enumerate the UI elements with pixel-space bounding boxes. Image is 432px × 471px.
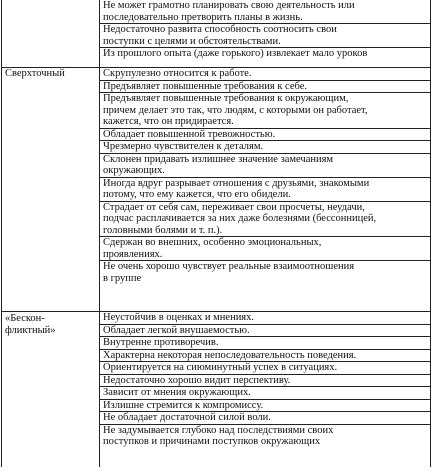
trait-line: Склонен придавать излишнее значение замечаниям [103,153,334,165]
trait-item [103,48,428,60]
trait-item [103,0,428,23]
table-row [2,0,431,68]
trait-line: Чрезмерно чувствителен к деталям. [103,141,264,152]
trait-line: Иногда вдруг разрывает отношения с друзьями, знакомыми [103,177,370,189]
trait-line: Обладает легкой внушаемостью. [103,324,250,336]
trait-line: Внутренне противоречив. [103,337,219,348]
table-row [2,68,431,312]
trait-line: Характерна некоторая непоследовательность поведения. [103,349,357,361]
trait-line: Обладает повышенной тревожностью. [103,128,276,140]
traits-cell [100,312,431,468]
trait-line: Не задумывается глубоко над последствиями своих [103,424,334,436]
trait-item [103,387,428,399]
trait-item [103,141,428,153]
trait-item [103,412,428,424]
trait-line: Недостаточно развита способность соотносить свои [103,24,337,35]
trait-line: Излишне стремится к компромиссу. [103,399,264,411]
type-name: Сверхточный [5,68,65,79]
table-row [2,312,431,468]
trait-line: Не может грамотно планировать свою деятельность или [103,0,355,11]
trait-line: Неустойчив в оценках и мнениях. [103,312,255,323]
trait-item [103,325,428,337]
trait-line: последовательно претворить планы в жизнь. [103,11,303,23]
trait-line: поступки с целями и обстоятельствами. [103,35,281,47]
trait-item [103,129,428,141]
personality-types-table [1,0,431,467]
trait-line: Из прошлого опыта (даже горького) извлекает мало уроков [103,48,368,59]
trait-line: Не очень хорошо чувствует реальные взаимоотношения [103,261,355,272]
trait-item [103,337,428,349]
trait-item [103,154,428,177]
trait-line: головными болями и т. п.). [103,224,223,236]
trait-line: Зависит от мнения окружающих. [103,387,251,398]
trait-item [103,312,428,324]
trait-line: причем делает это так, что людям, с которыми он работает, [103,104,368,116]
trait-line: в группе [103,272,142,284]
trait-item [103,178,428,201]
trait-item [103,350,428,362]
trait-item [103,375,428,387]
trait-line: Ориентируется на сиюминутный успех в ситуациях. [103,362,338,373]
trait-line: Скрупулезно относится к работе. [103,68,252,79]
trait-line: потому, что ему кажется, что его обидели. [103,189,291,200]
trait-line: окружающих. [103,165,165,176]
traits-cell [100,68,431,312]
trait-item [103,237,428,260]
trait-item [103,261,428,284]
trait-line: поступков и причинами поступков окружающих [103,436,321,447]
trait-item [103,93,428,128]
trait-line: подчас расплачивается за них даже болезнями (бессонницей, [103,213,377,224]
trait-line: Страдает от себя сам, переживает свои просчеты, неудачи, [103,201,365,213]
trait-item [103,81,428,93]
trait-line: проявлениях. [103,248,163,260]
trait-line: Предъявляет повышенные требования к окружающим, [103,93,349,104]
traits-cell [100,0,431,68]
type-name-line: «Бескон- [5,313,45,324]
trait-item [103,425,428,448]
type-name-cell [2,0,100,68]
type-name-cell [2,68,100,312]
type-name-cell [2,312,100,468]
trait-item [103,400,428,412]
trait-line: кажется, что он придирается. [103,116,234,127]
trait-item [103,202,428,237]
trait-line: Не обладает достаточной силой воли. [103,412,271,423]
trait-item [103,24,428,47]
trait-line: Предъявляет повышенные требования к себе. [103,80,307,92]
trait-item [103,362,428,374]
type-name-line: фликтный» [5,324,56,336]
trait-item [103,68,428,80]
trait-line: Сдержан во внешних, особенно эмоциональных, [103,237,322,248]
trait-line: Недостаточно хорошо видит перспективу. [103,374,291,386]
